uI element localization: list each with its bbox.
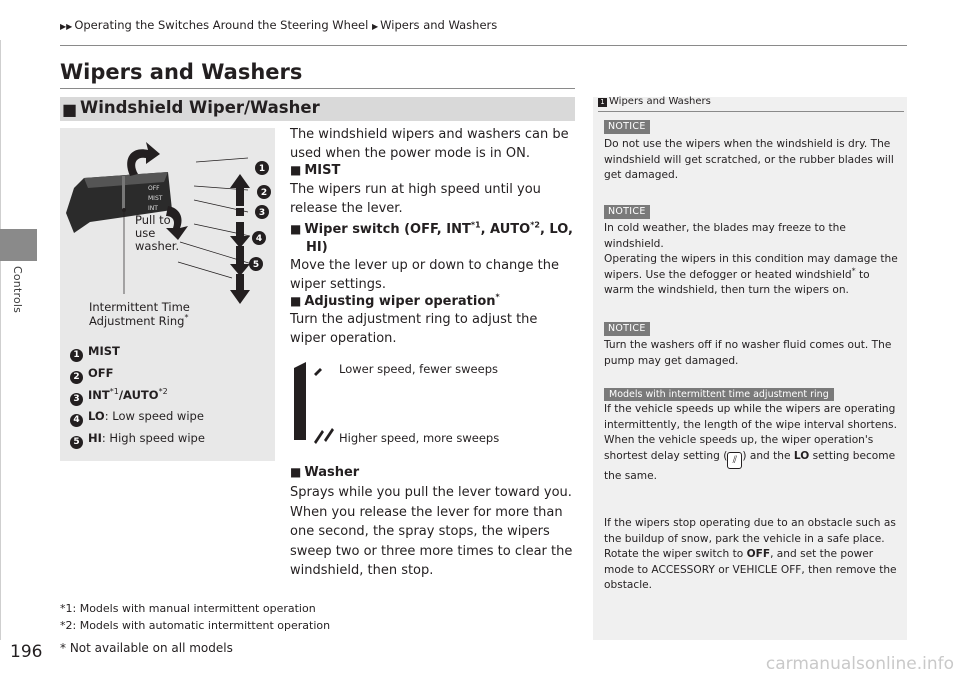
legend-item xyxy=(70,388,168,404)
hi-arrow-icon xyxy=(230,274,250,304)
legend-desc: : High speed wipe xyxy=(101,431,205,445)
washer-text: Sprays while you pull the lever toward you. When you release the lever for more than one second, the spray stops, the wipers sweep two or three more times to clear the windshield, then stop. xyxy=(290,485,573,578)
mist-heading-text: MIST xyxy=(304,163,341,178)
notice-badge: NOTICE xyxy=(604,322,650,336)
legend-sep: / xyxy=(118,388,124,402)
washer-heading-text: Washer xyxy=(304,465,360,480)
notice-text: Do not use the wipers when the windshield is dry. The windshield will get scratched, or the rubber blades will get damaged. xyxy=(604,138,894,181)
single-sweep-icon xyxy=(314,368,322,376)
intermittent-line: setting become the same. xyxy=(604,449,896,482)
intermittent-text xyxy=(604,402,902,484)
intro-text: The windshield wipers and washers can be used when the power mode is in ON. xyxy=(290,127,569,161)
watermark: carmanualsonline.info xyxy=(765,654,954,674)
notice-badge: NOTICE xyxy=(604,120,650,134)
legend-number-icon: 4 xyxy=(70,414,83,427)
footnote: *2: Models with automatic intermittent operation xyxy=(60,619,331,632)
model-tag: Models with intermittent time adjustment ring xyxy=(604,388,834,401)
switch-heading-sup: *1 xyxy=(470,220,481,230)
legend-label: INT xyxy=(88,388,110,402)
shortest-delay-icon: ⫽ xyxy=(727,452,742,469)
breadcrumb-arrow-icon: ▶▶ xyxy=(60,22,73,31)
legend-item xyxy=(70,344,120,360)
legend-number-icon: 5 xyxy=(70,436,83,449)
pull-callout: Pull to use washer. xyxy=(135,213,180,253)
adjust-heading-star: * xyxy=(495,292,500,302)
reference-icon: 1 xyxy=(598,98,607,107)
svg-text:2: 2 xyxy=(260,188,268,198)
speed-high-label: Higher speed, more sweeps xyxy=(339,431,500,445)
lever-label-mist: MIST xyxy=(148,195,163,202)
notes-rule xyxy=(598,111,904,112)
legend-label: HI xyxy=(88,431,102,445)
page-title: Wipers and Washers xyxy=(60,60,303,84)
off-position-icon xyxy=(236,208,244,216)
speed-wedge-illustration xyxy=(290,360,338,444)
switch-heading-part: HI) xyxy=(306,240,328,255)
switch-text: Move the lever up or down to change the wiper settings. xyxy=(290,258,559,292)
legend-label: OFF xyxy=(88,366,114,380)
intermittent-line: When the vehicle speeds up, the wiper operation's shortest delay setting ( xyxy=(604,434,874,462)
ring-callout-star: * xyxy=(184,313,189,323)
lever-label-off: OFF xyxy=(148,185,160,192)
breadcrumb-parent[interactable]: Operating the Switches Around the Steering Wheel xyxy=(74,18,369,32)
obstacle-line: If the wipers stop operating due to an obstacle such as the buildup of snow, park the vehicle in a safe place. Rotate the wiper switch to xyxy=(604,517,896,560)
legend-item xyxy=(70,431,205,447)
breadcrumb xyxy=(60,18,497,32)
legend-number-icon: 1 xyxy=(70,349,83,362)
chapter-label xyxy=(8,240,28,330)
svg-text:5: 5 xyxy=(252,260,260,270)
double-sweep-icon xyxy=(314,430,324,444)
adjust-text: Turn the adjustment ring to adjust the wiper operation. xyxy=(290,312,538,346)
section-title: Windshield Wiper/Washer xyxy=(80,98,320,117)
chapter-label-text: Controls xyxy=(11,266,24,314)
legend-label: LO xyxy=(88,409,105,423)
switch-heading-sup: *2 xyxy=(530,220,540,230)
intermittent-lo: LO xyxy=(793,449,810,462)
mist-heading: ■ MIST xyxy=(290,163,341,178)
lo-arrow-icon xyxy=(230,246,250,276)
washer-heading: ■ Washer xyxy=(290,465,360,480)
header-rule xyxy=(60,45,907,46)
switch-heading-part: , AUTO xyxy=(480,222,531,237)
legend-label: MIST xyxy=(88,344,120,358)
switch-heading-part: Wiper switch (OFF, INT xyxy=(304,222,471,237)
switch-heading-part: , LO, xyxy=(539,222,573,237)
availability-note: * Not available on all models xyxy=(60,641,233,655)
notice-text-line: to warm the windshield, then turn the wipers on. xyxy=(604,268,870,296)
svg-text:4: 4 xyxy=(255,234,263,244)
speed-low-label: Lower speed, fewer sweeps xyxy=(339,362,498,376)
legend-item xyxy=(70,409,204,425)
notice-text-line: In cold weather, the blades may freeze to the windshield. xyxy=(604,222,846,250)
svg-text:1: 1 xyxy=(258,164,266,174)
legend-number-icon: 2 xyxy=(70,371,83,384)
breadcrumb-current[interactable]: Wipers and Washers xyxy=(380,18,498,32)
notice-star: * xyxy=(851,265,856,275)
notice-text: Turn the washers off if no washer fluid comes out. The pump may get damaged. xyxy=(604,339,892,367)
notice-text xyxy=(604,221,902,299)
section-header xyxy=(60,97,575,121)
ring-callout xyxy=(89,300,190,328)
margin-rule xyxy=(0,40,1,640)
title-rule xyxy=(60,88,575,89)
svg-text:3: 3 xyxy=(258,208,266,218)
adjust-heading-text: Adjusting wiper operation xyxy=(304,294,496,309)
lever-label-int: INT xyxy=(148,205,158,212)
legend-label: AUTO xyxy=(123,388,159,402)
mist-text: The wipers run at high speed until you release the lever. xyxy=(290,182,541,216)
ring-callout-line1: Intermittent Time xyxy=(89,300,190,314)
legend-sup: *2 xyxy=(158,387,168,397)
notice-text-line: Operating the wipers in this condition may damage the wipers. Use the defogger or heated windshield xyxy=(604,253,898,281)
obstacle-text xyxy=(604,516,902,594)
legend-number-icon: 3 xyxy=(70,393,83,406)
footnote: *1: Models with manual intermittent operation xyxy=(60,602,316,615)
intermittent-line: If the vehicle speeds up while the wipers are operating intermittently, the length of the wipe interval shortens. xyxy=(604,403,897,431)
legend-desc: : Low speed wipe xyxy=(104,409,204,423)
switch-heading: ■ Wiper switch (OFF, INT$^{*1}$, AUTO$^{*2}$, LO, HI) xyxy=(290,220,573,255)
page-number: 196 xyxy=(10,642,43,662)
section-square-icon: ■ xyxy=(62,100,78,119)
ring-callout-line2: Adjustment Ring xyxy=(89,314,185,328)
breadcrumb-arrow-icon: ▶ xyxy=(371,22,379,31)
obstacle-off: OFF xyxy=(746,548,771,560)
obstacle-line: , and set the power mode to ACCESSORY or VEHICLE OFF, then remove the obstacle. xyxy=(604,548,897,591)
adjust-heading: ■ Adjusting wiper operation* xyxy=(290,292,500,309)
notes-title-text: Wipers and Washers xyxy=(609,96,711,107)
intermittent-line: ) and the xyxy=(742,449,794,462)
notice-badge: NOTICE xyxy=(604,205,650,219)
notes-title xyxy=(598,96,711,107)
legend-sup: *1 xyxy=(109,387,119,397)
legend-item xyxy=(70,366,114,382)
rotate-arrow-icon xyxy=(127,142,160,176)
